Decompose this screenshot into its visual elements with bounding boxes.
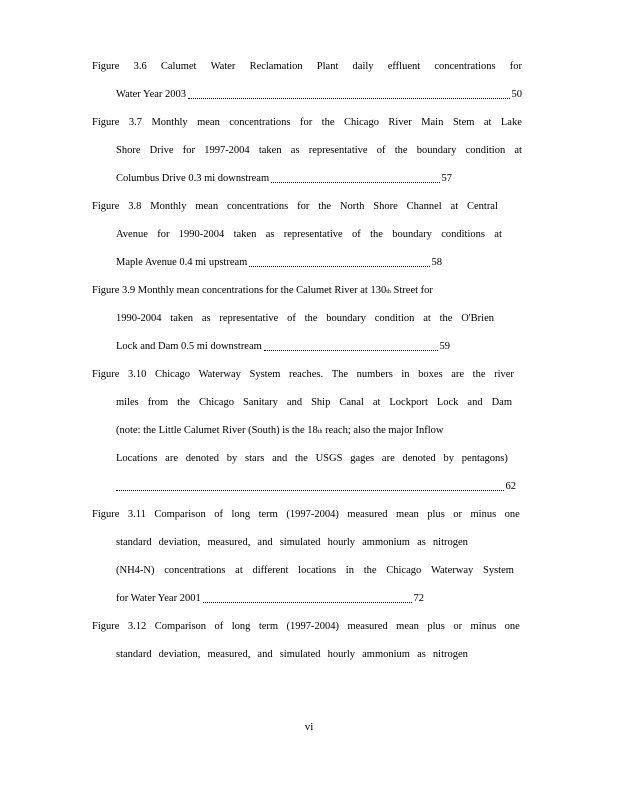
toc-page-number: 58	[431, 257, 442, 268]
toc-entry-3-7-line-1: Figure 3.7 Monthly mean concentrations for the Chicago River Main Stem at Lake	[92, 117, 522, 128]
toc-page-number: 50	[511, 89, 522, 100]
toc-entry-text: Maple Avenue 0.4 mi upstream	[116, 257, 248, 268]
toc-entry-3-10-line-3: (note: the Little Calumet River (South) is the 18 th reach; also the major Inflow	[116, 425, 444, 436]
toc-page-number: 62	[505, 481, 516, 492]
toc-entry-3-6-last-line[interactable]	[116, 88, 522, 102]
toc-entry-3-8-last-line[interactable]	[116, 256, 442, 270]
page-number: vi	[304, 721, 314, 733]
toc-entry-text: Water Year 2003	[116, 89, 187, 100]
toc-entry-3-7-last-line[interactable]	[116, 172, 452, 186]
toc-entry-3-10-leader-line[interactable]	[116, 480, 516, 494]
toc-entry-3-8-line-1: Figure 3.8 Monthly mean concentrations for the North Shore Channel at Central	[92, 201, 498, 212]
toc-entry-3-9-line-2: 1990-2004 taken as representative of the boundary condition at the O'Brien	[116, 313, 494, 324]
toc-entry-text: Columbus Drive 0.3 mi downstream	[116, 173, 270, 184]
toc-entry-3-10-line-2: miles from the Chicago Sanitary and Ship Canal at Lockport Lock and Dam	[116, 397, 512, 408]
dot-leader	[271, 182, 439, 183]
toc-entry-3-11-line-3: (NH4-N) concentrations at different locations in the Chicago Waterway System	[116, 565, 514, 576]
toc-page-number: 57	[441, 173, 452, 184]
toc-entry-3-11-line-2: standard deviation, measured, and simulated hourly ammonium as nitrogen	[116, 537, 468, 548]
toc-entry-text: Lock and Dam 0.5 mi downstream	[116, 341, 262, 352]
toc-entry-3-9-line-1: Figure 3.9 Monthly mean concentrations for the Calumet River at 130 th Street for	[92, 285, 433, 296]
dot-leader	[188, 98, 509, 99]
dot-leader	[116, 490, 504, 491]
toc-entry-text: Figure 3.9 Monthly mean concentrations for the Calumet River at 130	[92, 285, 387, 296]
toc-entry-text: Street for	[393, 285, 433, 296]
dot-leader	[264, 350, 438, 351]
toc-page-number: 59	[439, 341, 450, 352]
toc-page-number: 72	[413, 593, 424, 604]
toc-entry-text: reach; also the major Inflow	[325, 425, 444, 436]
toc-entry-3-12-line-2: standard deviation, measured, and simulated hourly ammonium as nitrogen	[116, 649, 468, 660]
dot-leader	[249, 266, 429, 267]
toc-entry-3-10-line-1: Figure 3.10 Chicago Waterway System reaches. The numbers in boxes are the river	[92, 369, 514, 380]
toc-entry-3-10-line-4: Locations are denoted by stars and the USGS gages are denoted by pentagons)	[116, 453, 508, 464]
toc-entry-3-11-last-line[interactable]	[116, 592, 424, 606]
toc-entry-text: for Water Year 2001	[116, 593, 201, 604]
toc-entry-3-11-line-1: Figure 3.11 Comparison of long term (1997-2004) measured mean plus or minus one	[92, 509, 520, 520]
dot-leader	[203, 602, 412, 603]
toc-entry-3-6-line-1: Figure 3.6 Calumet Water Reclamation Plant daily effluent concentrations for	[92, 61, 522, 72]
toc-entry-text: (note: the Little Calumet River (South) is the 18	[116, 425, 318, 436]
toc-entry-3-9-last-line[interactable]	[116, 340, 450, 354]
toc-entry-3-12-line-1: Figure 3.12 Comparison of long term (1997-2004) measured mean plus or minus one	[92, 621, 520, 632]
toc-entry-3-8-line-2: Avenue for 1990-2004 taken as representative of the boundary conditions at	[116, 229, 502, 240]
toc-entry-3-7-line-2: Shore Drive for 1997-2004 taken as representative of the boundary condition at	[116, 145, 522, 156]
